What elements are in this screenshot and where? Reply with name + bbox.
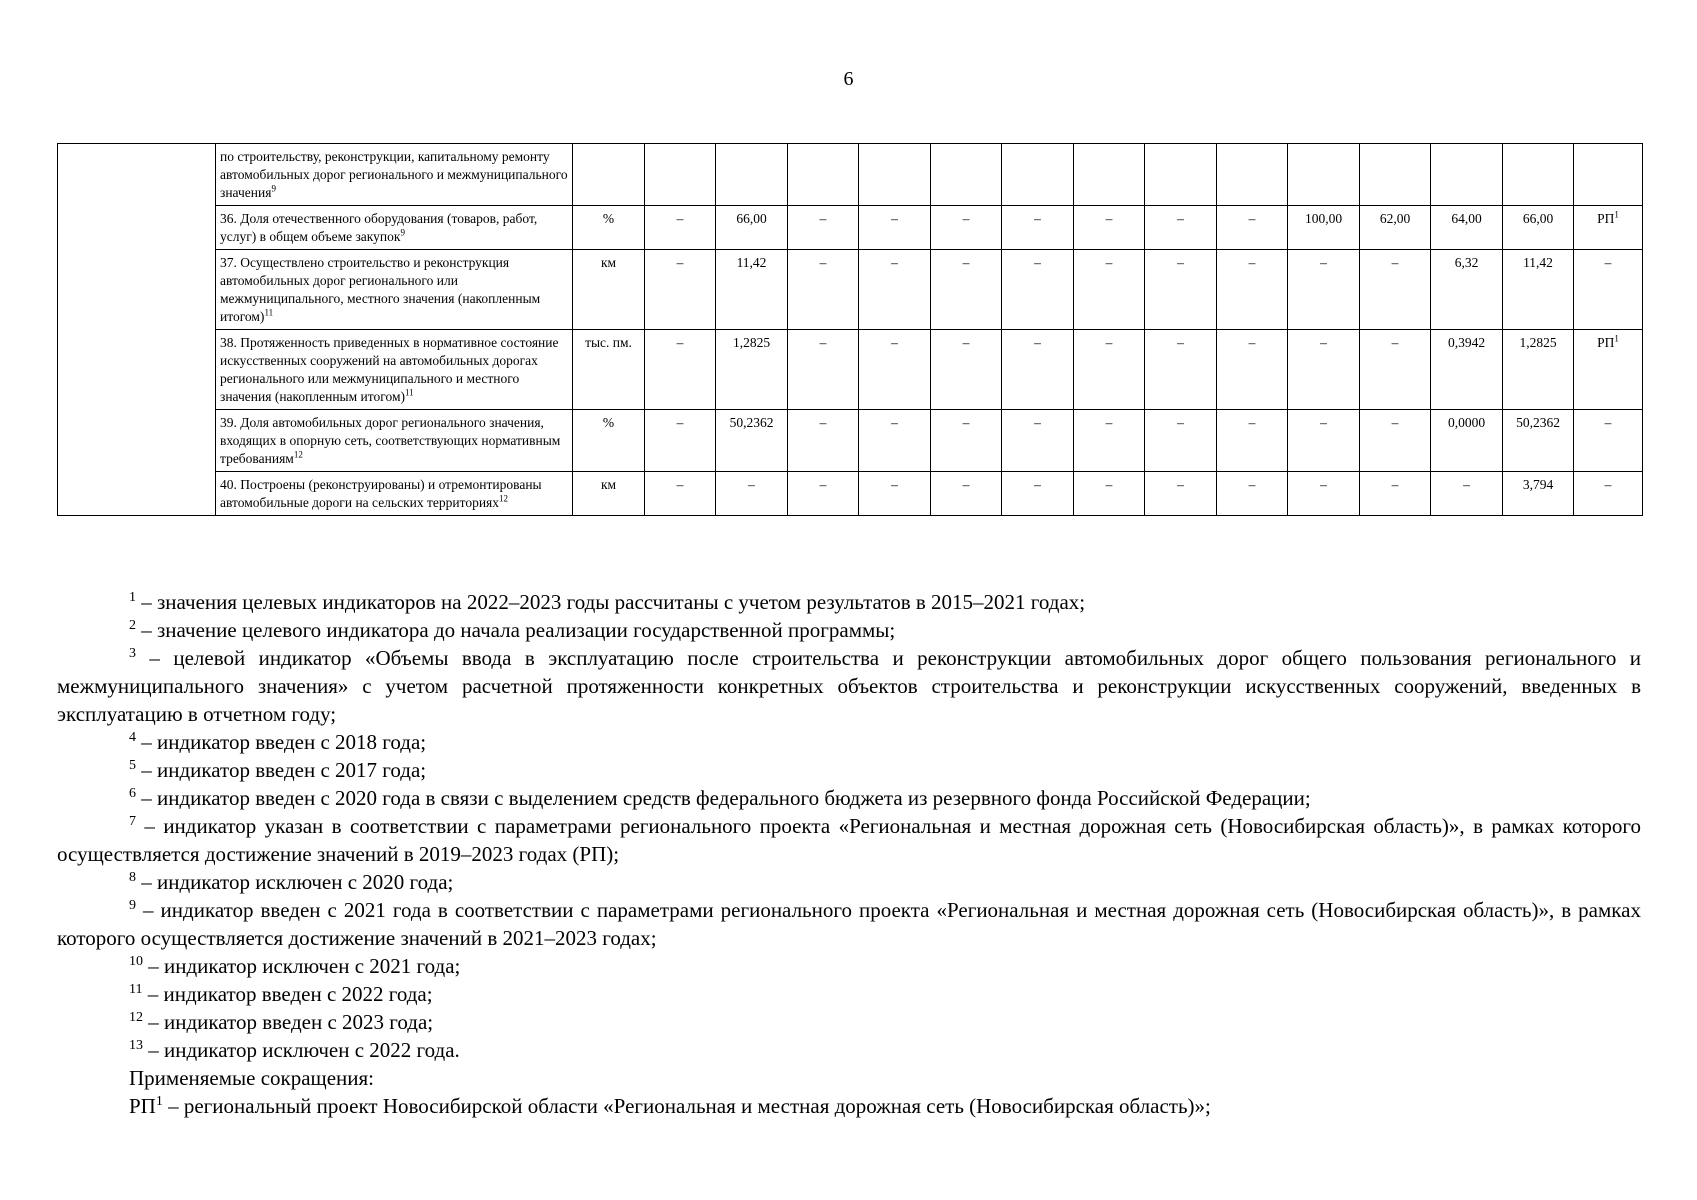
table-cell: – — [645, 206, 716, 250]
footnote-ref: 11 — [404, 387, 414, 398]
footnote-number: 13 — [129, 1038, 143, 1053]
footnote-text: – индикатор исключен с 2022 года. — [143, 1038, 460, 1062]
footnote-ref: 1 — [1614, 209, 1619, 220]
table-cell: – — [1288, 330, 1360, 410]
table-row — [58, 144, 1643, 206]
table-cell — [1217, 144, 1288, 206]
table-cell — [931, 144, 1002, 206]
footnote-number: 3 — [129, 646, 136, 661]
table-cell: – — [1002, 410, 1074, 472]
table-cell: – — [1217, 330, 1288, 410]
abbreviation-item — [57, 1092, 1641, 1120]
page-number: 6 — [843, 68, 854, 90]
table-cell: 3,794 — [1503, 472, 1574, 516]
footnote-number: 6 — [129, 786, 136, 801]
footnote-number: 9 — [129, 898, 136, 913]
table-cell: 66,00 — [716, 206, 788, 250]
table-cell: – — [788, 472, 859, 516]
table-cell: – — [1288, 410, 1360, 472]
table-cell: км — [573, 472, 645, 516]
table-cell: – — [859, 206, 931, 250]
table-cell: – — [1217, 206, 1288, 250]
table-cell: – — [1360, 410, 1431, 472]
table-cell: – — [645, 250, 716, 330]
abbreviation-sup: 1 — [155, 1094, 163, 1109]
footnote-text: – индикатор исключен с 2020 года; — [136, 870, 454, 894]
table-cell: – — [859, 472, 931, 516]
indicator-name: 37. Осуществлено строительство и реконструкция автомобильных дорог регионального или межмуниципального, местного значения (накопленным итогом)$^{11}$ — [216, 250, 573, 330]
table-cell: – — [859, 410, 931, 472]
table-cell: км — [573, 250, 645, 330]
indicator-name: 40. Построены (реконструированы) и отремонтированы автомобильные дороги на сельских территориях$^{12}$ — [216, 472, 573, 516]
indicators-table-body — [58, 144, 1643, 516]
table-cell: 11,42 — [716, 250, 788, 330]
table-cell: – — [1002, 330, 1074, 410]
table-cell: 1,2825 — [716, 330, 788, 410]
footnote-text: – индикатор указан в соответствии с параметрами регионального проекта «Региональная и местная дорожная сеть (Новосибирская область)», в рамках которого осуществляется достижение значений в 2019–2023 годах (РП); — [57, 814, 1641, 866]
table-cell: – — [931, 206, 1002, 250]
table-cell: 66,00 — [1503, 206, 1574, 250]
table-cell: – — [1288, 472, 1360, 516]
table-cell — [573, 144, 645, 206]
table-cell: – — [1288, 250, 1360, 330]
table-cell: – — [645, 330, 716, 410]
table-cell: 62,00 — [1360, 206, 1431, 250]
footnote-number: 11 — [129, 982, 143, 997]
footnote-ref: 1 — [1614, 333, 1619, 344]
footnote-item — [57, 756, 1641, 784]
table-cell — [788, 144, 859, 206]
footnote-text: – индикатор введен с 2021 года в соответствии с параметрами регионального проекта «Региональная и местная дорожная сеть (Новосибирская область)», в рамках которого осуществляется достижение значений в 2021–2023 годах; — [57, 898, 1641, 950]
table-cell: 6,32 — [1431, 250, 1503, 330]
footnote-item — [57, 616, 1641, 644]
footnote-ref: 9 — [271, 183, 276, 194]
table-cell: 0,0000 — [1431, 410, 1503, 472]
table-cell: – — [931, 250, 1002, 330]
table-cell: – — [716, 472, 788, 516]
footnote-text: – значения целевых индикаторов на 2022–2023 годы рассчитаны с учетом результатов в 2015–2021 годах; — [136, 590, 1086, 614]
table-row — [58, 410, 1643, 472]
table-cell: 64,00 — [1431, 206, 1503, 250]
table-cell: – — [1074, 330, 1145, 410]
table-cell: – — [1217, 410, 1288, 472]
table-cell: 0,3942 — [1431, 330, 1503, 410]
table-cell: – — [931, 410, 1002, 472]
indicator-name: 39. Доля автомобильных дорог регионального значения, входящих в опорную сеть, соответствующих нормативным требованиям$^{12}$ — [216, 410, 573, 472]
table-cell — [645, 144, 716, 206]
indicator-name: 38. Протяженность приведенных в нормативное состояние искусственных сооружений на автомобильных дорогах регионального или межмуниципального и местного значения (накопленным итогом)$^{11}$ — [216, 330, 573, 410]
table-cell: – — [931, 472, 1002, 516]
footnote-text: – индикатор введен с 2022 года; — [142, 982, 433, 1006]
table-cell: – — [1145, 250, 1217, 330]
footnote-item — [57, 784, 1641, 812]
table-cell: – — [645, 472, 716, 516]
table-cell: – — [1145, 472, 1217, 516]
table-cell: – — [1217, 250, 1288, 330]
abbreviation-term: РП — [129, 1094, 156, 1118]
table-row — [58, 250, 1643, 330]
table-cell: – — [1360, 330, 1431, 410]
section-cell — [58, 144, 216, 516]
table-cell: – — [1002, 250, 1074, 330]
abbreviation-text: – региональный проект Новосибирской области «Региональная и местная дорожная сеть (Новосибирская область)»; — [162, 1094, 1211, 1118]
table-cell: – — [1574, 410, 1643, 472]
table-cell: % — [573, 206, 645, 250]
table-cell: $РП^1$ — [1574, 330, 1643, 410]
table-cell: – — [1002, 472, 1074, 516]
footnote-item — [57, 1036, 1641, 1064]
footnote-text: – индикатор введен с 2017 года; — [136, 758, 427, 782]
footnote-number: 2 — [129, 618, 136, 633]
abbreviations-heading: Применяемые сокращения: — [129, 1066, 375, 1090]
table-cell — [1288, 144, 1360, 206]
footnote-number: 1 — [129, 590, 136, 605]
table-cell: – — [1074, 410, 1145, 472]
table-cell: – — [1431, 472, 1503, 516]
footnote-number: 12 — [129, 1010, 143, 1025]
footnote-text: – значение целевого индикатора до начала реализации государственной программы; — [136, 618, 896, 642]
table-cell: 50,2362 — [1503, 410, 1574, 472]
table-cell: – — [1002, 206, 1074, 250]
table-cell: – — [1145, 410, 1217, 472]
footnotes — [57, 588, 1641, 1120]
table-cell — [1503, 144, 1574, 206]
table-cell — [1074, 144, 1145, 206]
table-cell: – — [1074, 472, 1145, 516]
footnote-text: – индикатор введен с 2023 года; — [143, 1010, 434, 1034]
table-cell: – — [788, 250, 859, 330]
indicators-table — [57, 143, 1643, 516]
footnote-number: 10 — [129, 954, 143, 969]
table-cell — [716, 144, 788, 206]
footnote-number: 7 — [129, 814, 136, 829]
table-cell: 1,2825 — [1503, 330, 1574, 410]
footnote-item — [57, 588, 1641, 616]
footnote-item — [57, 728, 1641, 756]
table-cell — [859, 144, 931, 206]
table-cell: – — [788, 410, 859, 472]
table-cell — [1002, 144, 1074, 206]
table-row — [58, 206, 1643, 250]
table-cell: – — [1574, 472, 1643, 516]
table-cell: тыс. пм. — [573, 330, 645, 410]
footnote-number: 4 — [129, 730, 136, 745]
footnote-text: – индикатор исключен с 2021 года; — [143, 954, 461, 978]
table-cell — [1360, 144, 1431, 206]
footnote-item — [57, 644, 1641, 728]
table-cell — [1431, 144, 1503, 206]
table-cell: – — [788, 206, 859, 250]
table-cell: – — [931, 330, 1002, 410]
footnote-item — [57, 1008, 1641, 1036]
footnote-ref: 9 — [400, 227, 405, 238]
footnote-number: 5 — [129, 758, 136, 773]
table-cell: – — [1360, 472, 1431, 516]
table-cell: – — [859, 250, 931, 330]
footnote-text: – индикатор введен с 2020 года в связи с выделением средств федерального бюджета из резервного фонда Российской Федерации; — [136, 786, 1311, 810]
footnote-item — [57, 952, 1641, 980]
table-cell: % — [573, 410, 645, 472]
table-cell: 50,2362 — [716, 410, 788, 472]
footnote-ref: 12 — [293, 449, 303, 460]
table-cell — [1145, 144, 1217, 206]
table-cell: – — [1360, 250, 1431, 330]
table-row — [58, 330, 1643, 410]
footnote-item — [57, 812, 1641, 868]
table-cell: $РП^1$ — [1574, 206, 1643, 250]
table-cell: – — [788, 330, 859, 410]
table-cell — [1574, 144, 1643, 206]
indicator-name: по строительству, реконструкции, капитальному ремонту автомобильных дорог регионального и межмуниципального значения$^9$ — [216, 144, 573, 206]
table-cell: – — [645, 410, 716, 472]
table-row — [58, 472, 1643, 516]
footnote-text: – целевой индикатор «Объемы ввода в эксплуатацию после строительства и реконструкции автомобильных дорог общего пользования регионального и межмуниципального значения» с учетом расчетной протяженности конкретных объектов строительства и реконструкции искусственных сооружений, введенных в эксплуатацию в отчетном году; — [57, 646, 1641, 726]
table-cell: – — [1074, 250, 1145, 330]
table-cell: – — [1145, 206, 1217, 250]
table-cell: 100,00 — [1288, 206, 1360, 250]
table-cell: – — [1074, 206, 1145, 250]
footnote-item — [57, 980, 1641, 1008]
footnote-item — [57, 896, 1641, 952]
footnote-ref: 12 — [499, 493, 508, 504]
footnote-text: – индикатор введен с 2018 года; — [136, 730, 427, 754]
table-cell: – — [1145, 330, 1217, 410]
footnote-number: 8 — [129, 870, 136, 885]
indicator-name: 36. Доля отечественного оборудования (товаров, работ, услуг) в общем объеме закупок$^9$ — [216, 206, 573, 250]
footnote-item — [57, 868, 1641, 896]
table-cell: – — [1574, 250, 1643, 330]
footnote-ref: 11 — [264, 307, 274, 318]
table-cell: – — [1217, 472, 1288, 516]
table-cell: – — [859, 330, 931, 410]
table-cell: 11,42 — [1503, 250, 1574, 330]
